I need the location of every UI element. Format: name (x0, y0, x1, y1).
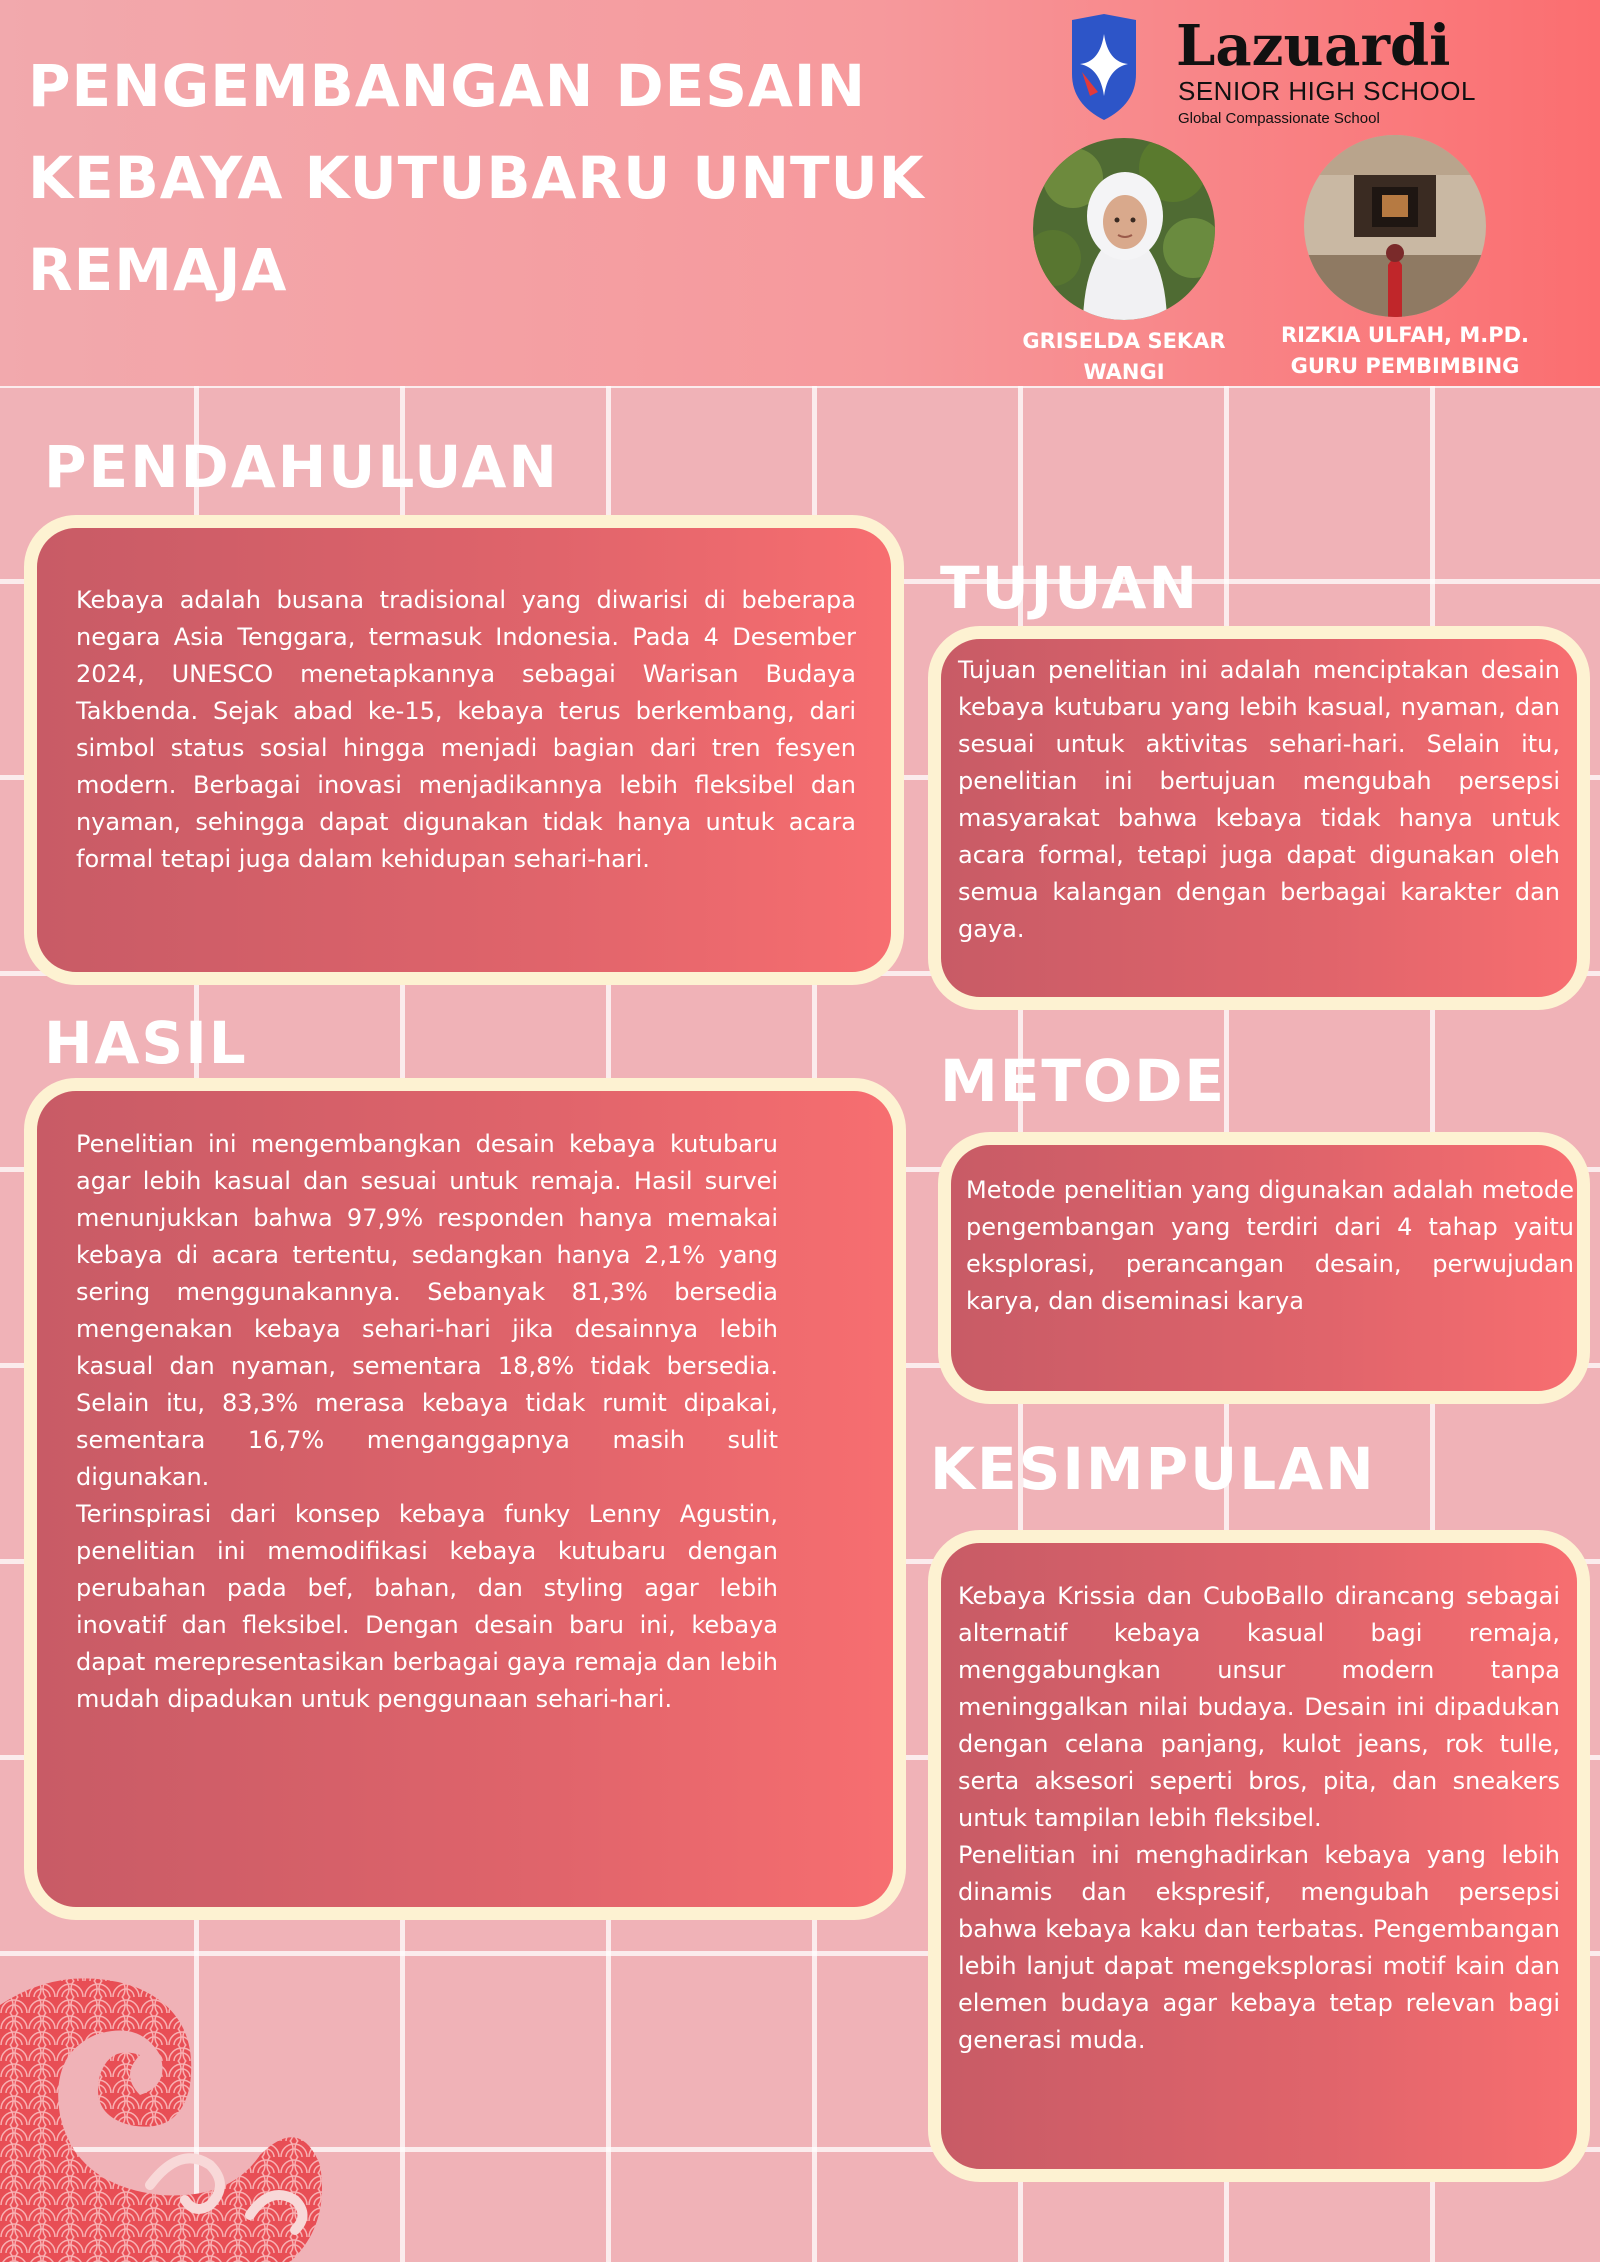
school-logo (1068, 12, 1568, 127)
metode-heading: METODE (940, 1047, 1226, 1115)
school-subtitle: SENIOR HIGH SCHOOL (1178, 76, 1476, 106)
tujuan-heading: TUJUAN (940, 554, 1199, 622)
kesimpulan-heading: KESIMPULAN (930, 1435, 1376, 1503)
pendahuluan-heading: PENDAHULUAN (44, 433, 559, 501)
hasil-heading: HASIL (44, 1009, 248, 1077)
poster-header (0, 0, 1600, 386)
school-tagline: Global Compassionate School (1178, 110, 1380, 127)
student-name: GRISELDA SEKAR WANGI (1022, 329, 1226, 384)
poster-title: PENGEMBANGAN DESAIN KEBAYA KUTUBARU UNTUK REMAJA (28, 52, 925, 304)
teacher-name: RIZKIA ULFAH, M.PD. GURU PEMBIMBING (1280, 323, 1530, 378)
school-name: Lazuardi (1176, 13, 1451, 79)
hasil-text: Penelitian ini mengembangkan desain kebaya kutubaru agar lebih kasual dan sesuai untuk remaja. Hasil survei menunjukkan bahwa 97,9% responden hanya memakai kebaya di acara tertentu, sedangkan hanya 2,1% yang sering menggunakannya. Sebanyak 81,3% bersedia mengenakan kebaya sehari-hari jika desainnya lebih kasual dan nyaman, sementara 18,8% tidak bersedia. Selain itu, 83,3% merasa kebaya tidak rumit dipakai, sementara 16,7% menganggapnya masih sulit digunakan. Terinspirasi dari konsep kebaya funky Lenny Agustin, penelitian ini memodifikasi kebaya kutubaru dengan perubahan pada bef, bahan, dan styling agar lebih inovatif dan fleksibel. Dengan desain baru ini, kebaya dapat merepresentasikan berbagai gaya remaja dan lebih mudah dipadukan untuk penggunaan sehari-hari. (76, 1130, 778, 1713)
seigaiha-wave-ornament-icon (0, 1965, 330, 2262)
student-photo (1033, 138, 1215, 320)
metode-text: Metode penelitian yang digunakan adalah metode pengembangan yang terdiri dari 4 tahap yaitu eksplorasi, perancangan desain, perwujudan karya, dan diseminasi karya (966, 1176, 1574, 1315)
tujuan-text: Tujuan penelitian ini adalah menciptakan desain kebaya kutubaru yang lebih kasual, nyaman, dan sesuai untuk aktivitas sehari-hari. Selain itu, penelitian ini bertujuan mengubah persepsi masyarakat bahwa kebaya tidak hanya untuk acara formal, tetapi juga dapat digunakan oleh semua kalangan dengan berbagai karakter dan gaya. (958, 656, 1560, 943)
pendahuluan-text: Kebaya adalah busana tradisional yang diwarisi di beberapa negara Asia Tenggara, termasuk Indonesia. Pada 4 Desember 2024, UNESCO menetapkannya sebagai Warisan Budaya Takbenda. Sejak abad ke-15, kebaya terus berkembang, dari simbol status sosial hingga menjadi bagian dari tren fesyen modern. Berbagai inovasi menjadikannya lebih fleksibel dan nyaman, sehingga dapat digunakan tidak hanya untuk acara formal tetapi juga dalam kehidupan sehari-hari. (76, 586, 856, 873)
teacher-photo (1304, 135, 1486, 317)
lazuardi-shield-icon (1068, 12, 1140, 122)
kesimpulan-text: Kebaya Krissia dan CuboBallo dirancang sebagai alternatif kebaya kasual bagi remaja, menggabungkan unsur modern tanpa meninggalkan nilai budaya. Desain ini dipadukan dengan celana panjang, kulot jeans, rok tulle, serta aksesori seperti bros, pita, dan sneakers untuk tampilan lebih fleksibel. Penelitian ini menghadirkan kebaya yang lebih dinamis dan ekspresif, mengubah persepsi bahwa kebaya kaku dan terbatas. Pengembangan lebih lanjut dapat mengeksplorasi motif kain dan elemen budaya agar kebaya tetap relevan bagi generasi muda. (958, 1582, 1560, 2054)
